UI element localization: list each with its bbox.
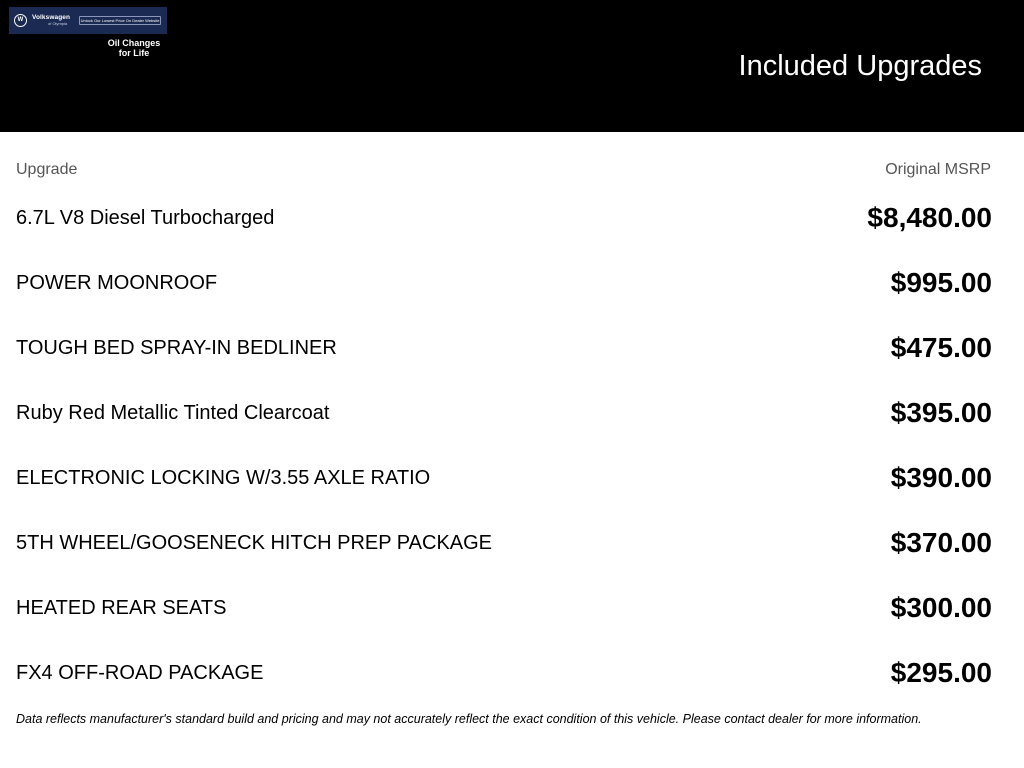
upgrade-row bbox=[16, 322, 992, 387]
upgrade-name: TOUGH BED SPRAY-IN BEDLINER bbox=[16, 336, 337, 359]
header-bar bbox=[0, 0, 1024, 132]
upgrade-price: $300.00 bbox=[890, 591, 992, 623]
upgrade-price: $395.00 bbox=[890, 396, 992, 428]
tagline: Oil Changes for Life bbox=[107, 38, 161, 58]
page-title: Included Upgrades bbox=[738, 50, 982, 82]
upgrade-price: $390.00 bbox=[890, 461, 992, 493]
upgrades-list bbox=[16, 192, 992, 712]
disclaimer-text: Data reflects manufacturer's standard build and pricing and may not accurately reflect the exact condition of this vehicle. Please contact dealer for more information. bbox=[16, 712, 922, 726]
upgrade-name: ELECTRONIC LOCKING W/3.55 AXLE RATIO bbox=[16, 466, 431, 489]
upgrade-row bbox=[16, 192, 992, 257]
upgrade-price: $370.00 bbox=[890, 526, 992, 558]
column-header-msrp: Original MSRP bbox=[885, 161, 991, 178]
upgrade-name: FX4 OFF-ROAD PACKAGE bbox=[16, 661, 264, 684]
upgrade-name: POWER MOONROOF bbox=[16, 271, 218, 294]
upgrade-name: 5TH WHEEL/GOOSENECK HITCH PREP PACKAGE bbox=[16, 531, 493, 554]
brand-name: Volkswagen bbox=[32, 13, 71, 21]
upgrade-price: $475.00 bbox=[890, 331, 992, 363]
upgrade-name: Ruby Red Metallic Tinted Clearcoat bbox=[16, 401, 330, 424]
brand-sub: of Olympia bbox=[48, 21, 68, 27]
vw-logo-icon: W bbox=[14, 14, 27, 27]
upgrade-row bbox=[16, 517, 992, 582]
brand-block bbox=[32, 15, 70, 27]
upgrade-price: $8,480.00 bbox=[867, 201, 992, 233]
upgrade-price: $995.00 bbox=[890, 266, 992, 298]
upgrade-name: HEATED REAR SEATS bbox=[16, 596, 227, 619]
column-header-upgrade: Upgrade bbox=[16, 161, 78, 178]
upgrade-row bbox=[16, 257, 992, 322]
upgrade-price: $295.00 bbox=[890, 656, 992, 688]
upgrade-name: 6.7L V8 Diesel Turbocharged bbox=[16, 206, 275, 229]
upgrade-row bbox=[16, 647, 992, 712]
dealer-website-button[interactable]: Unlock Our Lowest Price On Dealer Website bbox=[80, 18, 160, 23]
upgrade-row bbox=[16, 452, 992, 517]
upgrade-row bbox=[16, 387, 992, 452]
upgrade-row bbox=[16, 582, 992, 647]
dealer-logo-banner[interactable] bbox=[9, 7, 167, 34]
